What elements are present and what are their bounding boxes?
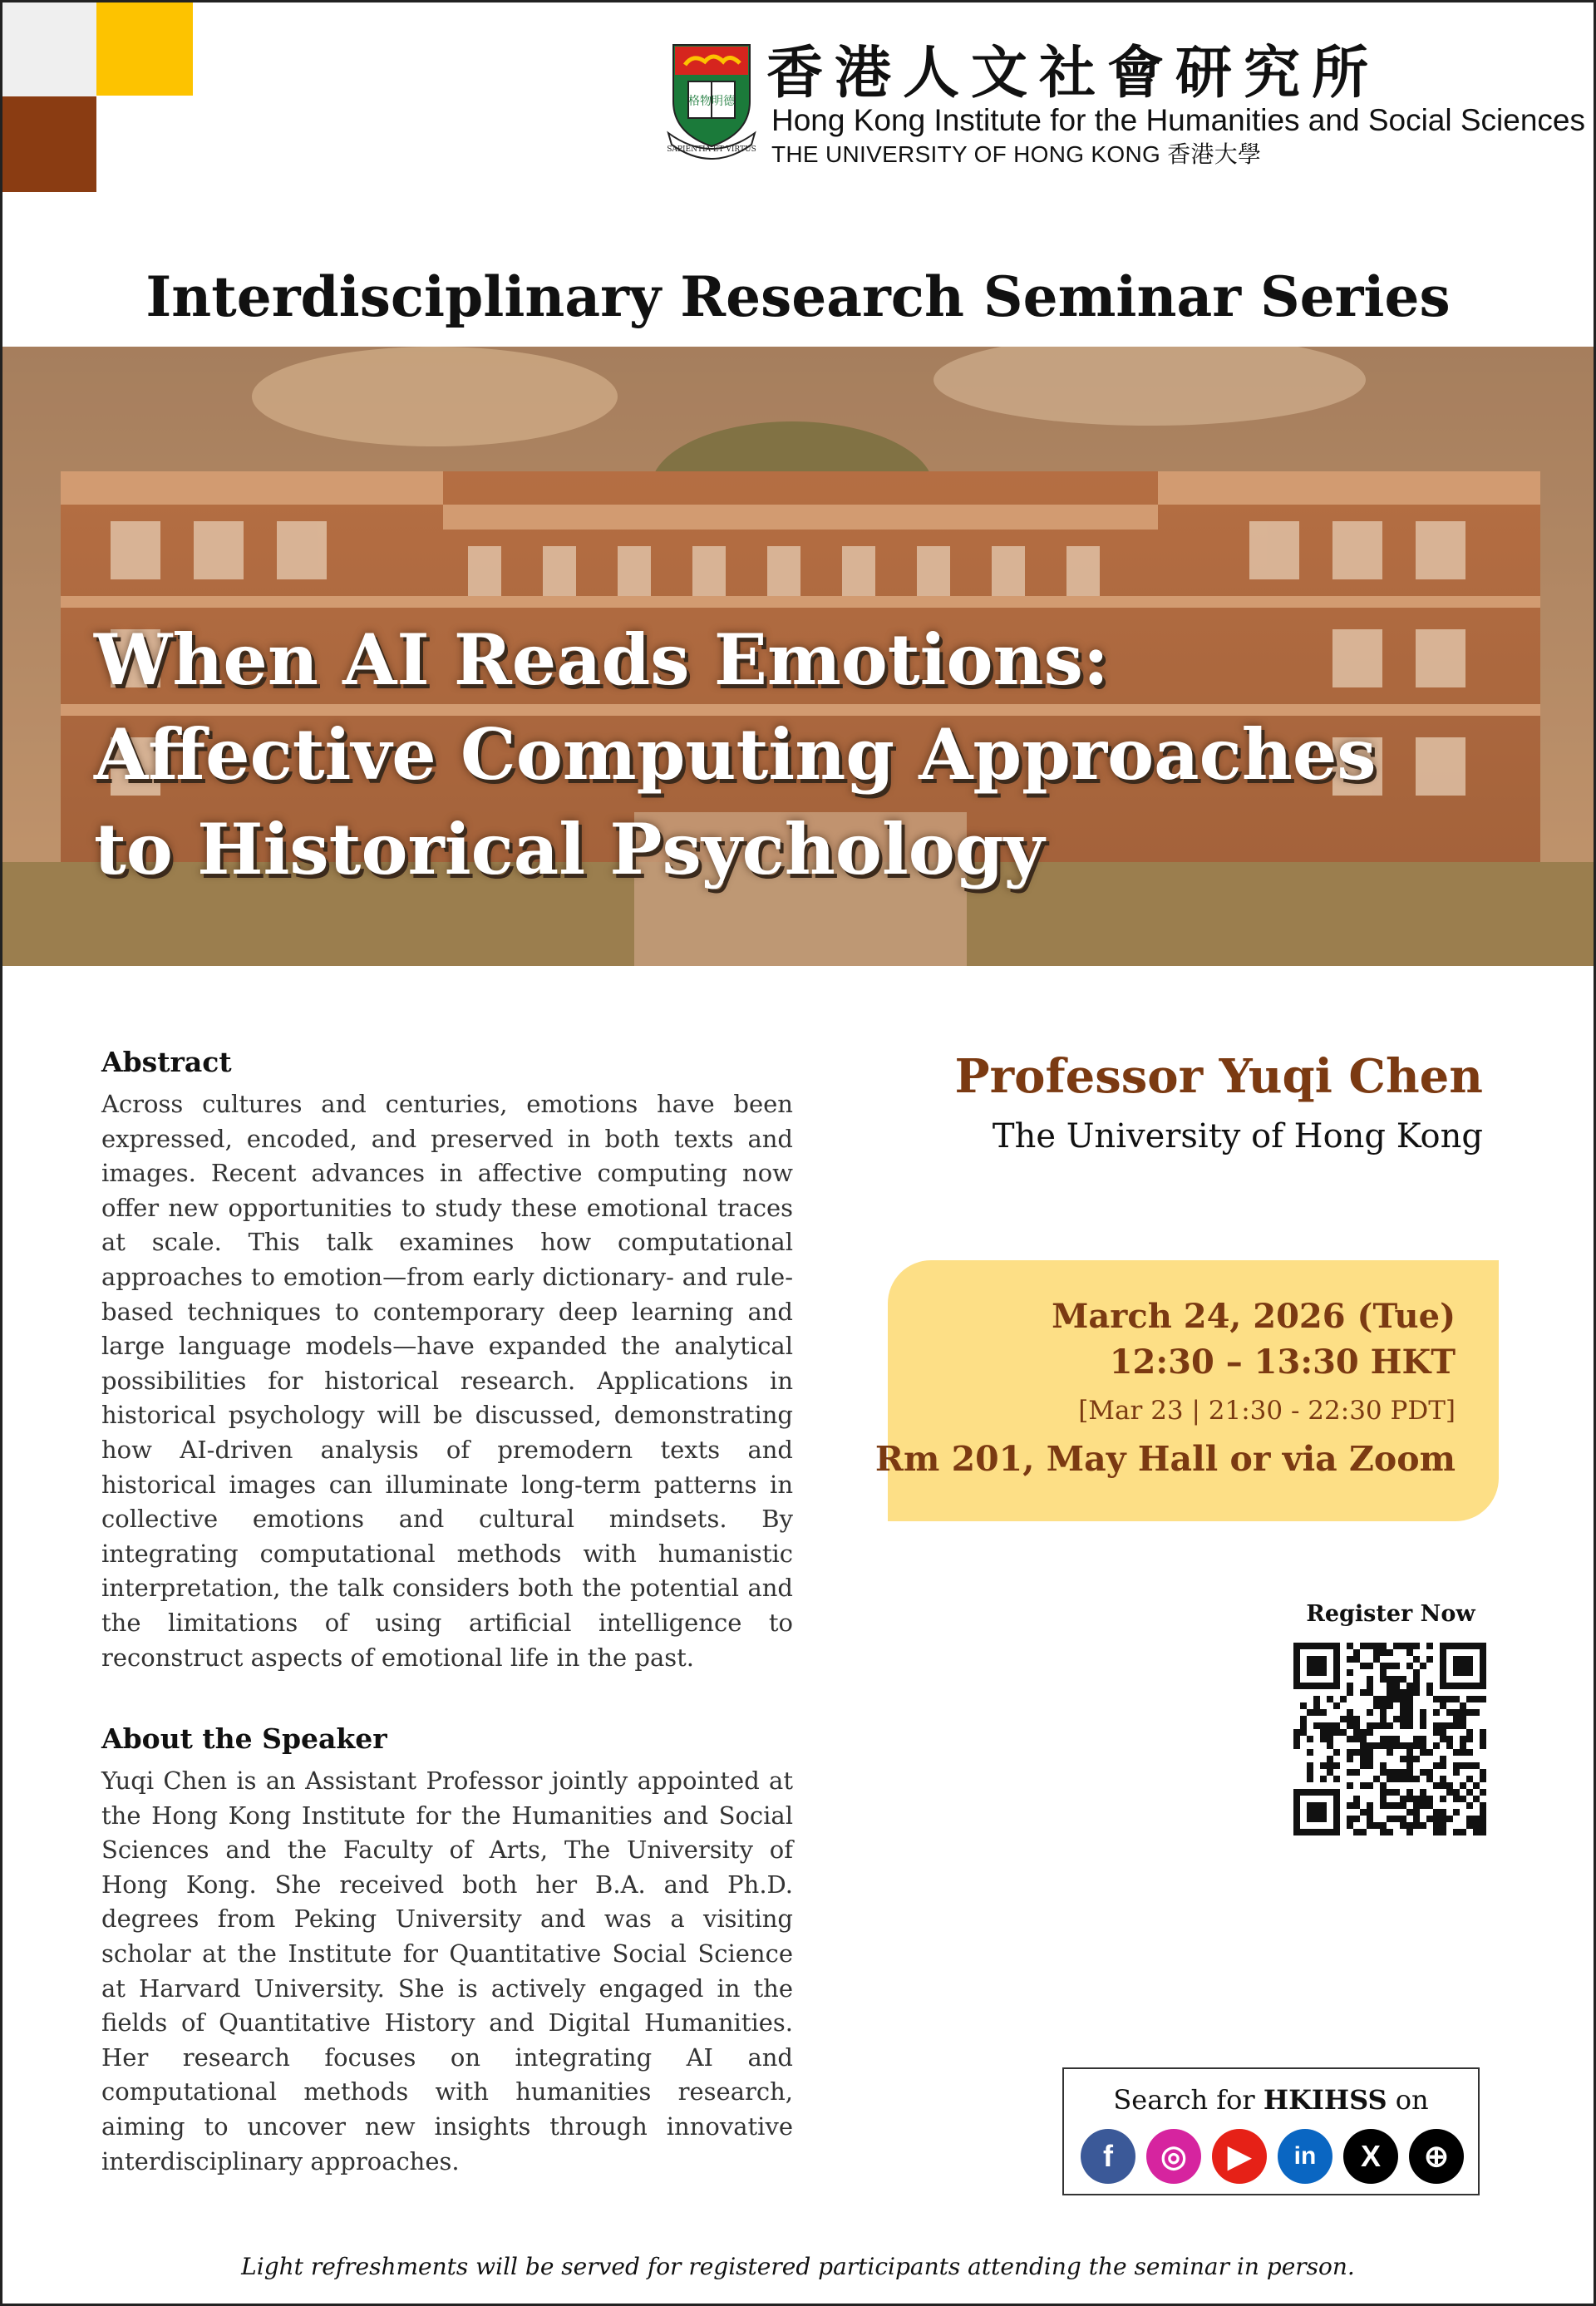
linkedin-icon[interactable]: in [1278,2129,1332,2184]
talk-title-line: When AI Reads Emotions: [94,618,1109,701]
corner-square-grey [2,2,96,96]
svg-text:明德: 明德 [712,95,735,108]
event-date: March 24, 2026 (Tue) [1052,1297,1456,1336]
event-venue: Rm 201, May Hall or via Zoom [874,1439,1456,1479]
about-speaker-heading: About the Speaker [101,1722,387,1755]
title-banner [2,347,1594,966]
facebook-icon[interactable]: f [1081,2129,1135,2184]
institute-english-name: Hong Kong Institute for the Humanities and Social Sciences [771,103,1586,137]
social-handle: HKIHSS [1263,2084,1387,2116]
youtube-icon[interactable]: ▶ [1212,2129,1267,2184]
website-icon[interactable]: ⊕ [1409,2129,1464,2184]
x-icon[interactable]: X [1343,2129,1398,2184]
event-details-box [874,1260,1499,1521]
institute-chinese-name: 香港人文社會研究所 [766,40,1381,106]
university-name: THE UNIVERSITY OF HONG KONG 香港大學 [771,141,1262,167]
speaker-affiliation: The University of Hong Kong [992,1117,1483,1155]
talk-title-line: to Historical Psychology [94,808,1045,890]
svg-text:格物: 格物 [688,95,712,108]
speaker-name: Professor Yuqi Chen [954,1049,1483,1104]
talk-title [94,613,1574,897]
event-time-pdt: [Mar 23 | 21:30 - 22:30 PDT] [1078,1396,1456,1426]
instagram-icon[interactable]: ◎ [1146,2129,1201,2184]
social-media-box [1062,2067,1480,2195]
svg-text:SAPIENTIA ET VIRTUS: SAPIENTIA ET VIRTUS [667,145,756,154]
register-label: Register Now [1306,1601,1475,1627]
register-qr-code[interactable] [1293,1643,1486,1835]
abstract-body: Across cultures and centuries, emotions have been expressed, encoded, and preserved in both texts and images. Recent advances in affective computing now offer new opportunities to study these emotional traces at scale. This talk examines how computational approaches to emotion—from early dictionary- and rule-based techniques to contemporary deep learning and large language models—have expanded the analytical possibilities for historical research. Applications in historical psychology will be discussed, demonstrating how AI-driven analysis of premodern texts and historical images can illuminate long-term patterns in collective emotions and cultural mindsets. By integrating computational methods with humanistic interpretation, the talk considers both the potential and the limitations of using artificial intelligence to reconstruct aspects of emotional life in the past. [101,1090,793,1672]
social-search-label: Search for HKIHSS on [1113,2084,1429,2116]
corner-square-brown [2,96,96,192]
event-time: 12:30 – 13:30 HKT [1109,1343,1456,1382]
series-title: Interdisciplinary Research Seminar Series [145,264,1451,329]
talk-title-line: Affective Computing Approaches [94,713,1377,796]
abstract-heading: Abstract [101,1046,232,1078]
corner-square-gold [96,2,193,96]
institute-logo [665,40,1586,173]
hku-crest-icon [665,40,758,160]
about-speaker-body: Yuqi Chen is an Assistant Professor jointly appointed at the Hong Kong Institute for the Humanities and Social Sciences and the Faculty of Arts, The University of Hong Kong. She received both her B.A. and Ph.D. degrees from Peking University and was a visiting scholar at the Institute for Quantitative Social Science at Harvard University. She is actively engaged in the fields of Quantitative History and Digital Humanities. Her research focuses on integrating AI and computational methods with humanities research, aiming to uncover new insights through innovative interdisciplinary approaches. [101,1766,793,2175]
refreshments-note: Light refreshments will be served for registered participants attending the seminar in person. [241,2253,1355,2280]
social-icons [1081,2129,1465,2187]
